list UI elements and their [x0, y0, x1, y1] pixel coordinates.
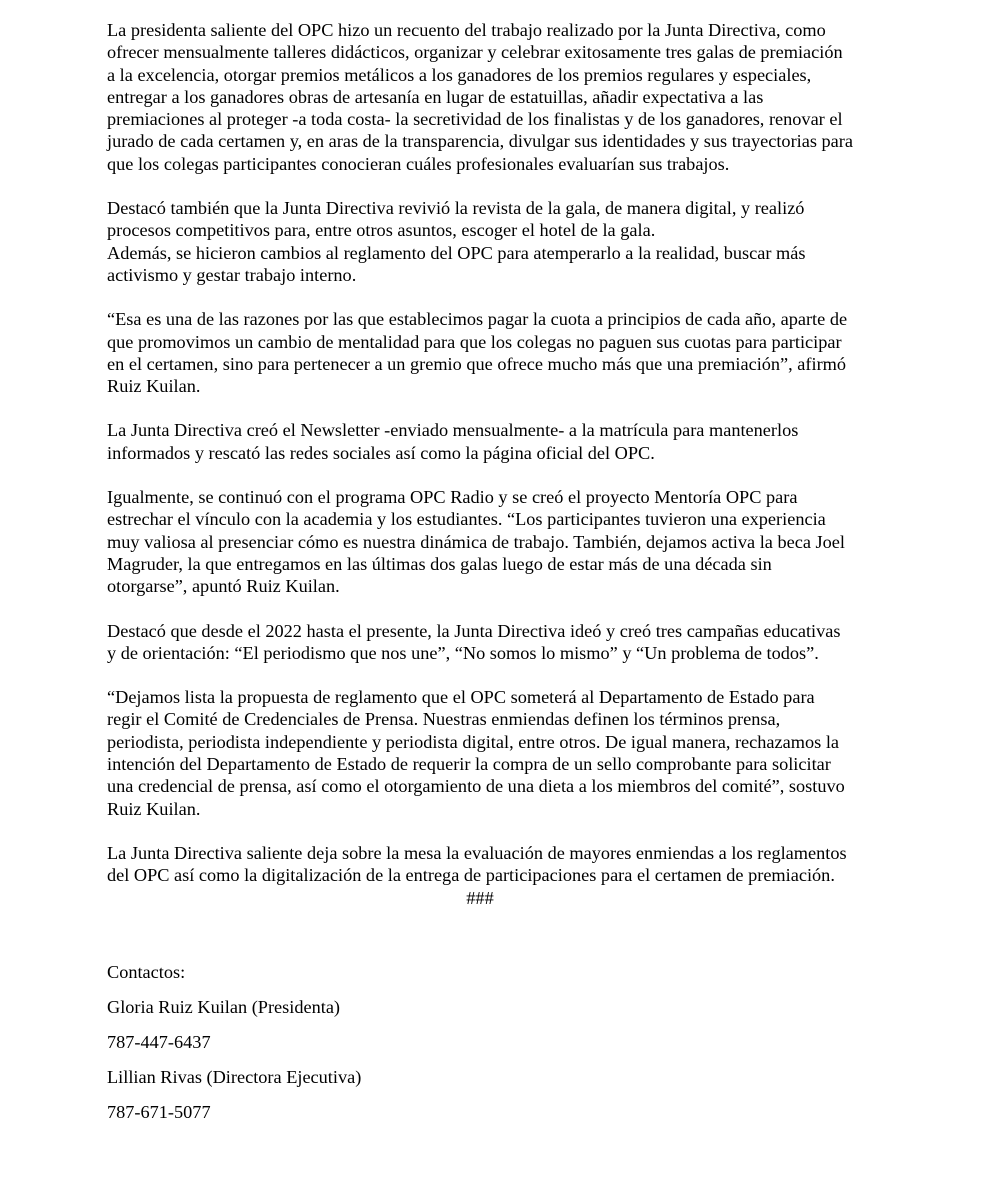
paragraph-pending-work: La Junta Directiva saliente deja sobre la mesa la evaluación de mayores enmiendas a los reglamentos del OPC así como la digitalización de la entrega de participaciones para el certamen de premiación. — [107, 842, 847, 886]
paragraph-quote-dues: “Esa es una de las razones por las que establecimos pagar la cuota a principios de cada año, aparte de que promovimos un cambio de mentalidad para que los colegas no paguen sus cuotas para participar en el certamen, sino para pertenecer a un gremio que ofrece mucho más que una premiación”, afirmó Ruiz Kuilan. — [107, 309, 848, 397]
end-mark: ### — [466, 887, 494, 908]
paragraph-recount: La presidenta saliente del OPC hizo un recuento del trabajo realizado por la Junta Directiva, como ofrecer mensualmente talleres didácticos, organizar y celebrar exitosamente tres galas de premiación a la excelencia, otorgar premios metálicos a los ganadores de los premios regulares y especiales, entregar a los ganadores obras de artesanía en lugar de estatuillas, añadir expectativa a las premiaciones al proteger -a toda costa- la secretividad de los finalistas y de los ganadores, renovar el jurado de cada certamen y, en aras de la transparencia, divulgar sus identidades y sus trayectorias para que los colegas participantes conocieran cuáles profesionales evaluarían sus trabajos. — [107, 20, 853, 174]
contact-phone-president: 787-447-6437 — [107, 1031, 211, 1052]
contact-name-president: Gloria Ruiz Kuilan (Presidenta) — [107, 996, 341, 1017]
contacts-section — [107, 961, 853, 1124]
contacts-heading: Contactos: — [107, 961, 186, 982]
paragraph-radio-mentoria: Igualmente, se continuó con el programa OPC Radio y se creó el proyecto Mentoría OPC para estrechar el vínculo con la academia y los estudiantes. “Los participantes tuvieron una experiencia muy valiosa al presenciar cómo es nuestra dinámica de trabajo. También, dejamos activa la beca Joel Magruder, la que entregamos en las últimas dos galas luego de estar más de una década sin otorgarse”, apuntó Ruiz Kuilan. — [107, 487, 845, 597]
paragraph-magazine: Destacó también que la Junta Directiva revivió la revista de la gala, de manera digital, y realizó procesos competitivos para, entre otros asuntos, escoger el hotel de la gala. — [107, 198, 805, 241]
paragraph-regulations: Además, se hicieron cambios al reglamento del OPC para atemperarlo a la realidad, buscar más activismo y gestar trabajo interno. — [107, 242, 806, 285]
paragraph-newsletter: La Junta Directiva creó el Newsletter -enviado mensualmente- a la matrícula para mantenerlos informados y rescató las redes sociales así como la página oficial del OPC. — [107, 420, 799, 463]
paragraph-campaigns: Destacó que desde el 2022 hasta el presente, la Junta Directiva ideó y creó tres campañas educativas y de orientación: “El periodismo que nos une”, “No somos lo mismo” y “Un problema de todos”. — [107, 620, 841, 663]
paragraph-quote-credentials: “Dejamos lista la propuesta de reglamento que el OPC someterá al Departamento de Estado para regir el Comité de Credenciales de Prensa. Nuestras enmiendas definen los términos prensa, periodista, periodista independiente y periodista digital, entre otros. De igual manera, rechazamos la intención del Departamento de Estado de requerir la compra de un sello comprobante para solicitar una credencial de prensa, así como el otorgamiento de una dieta a los miembros del comité”, sostuvo Ruiz Kuilan. — [107, 687, 845, 819]
contact-phone-director: 787-671-5077 — [107, 1102, 211, 1123]
contact-name-director: Lillian Rivas (Directora Ejecutiva) — [107, 1067, 362, 1088]
press-release-body — [107, 19, 853, 1136]
